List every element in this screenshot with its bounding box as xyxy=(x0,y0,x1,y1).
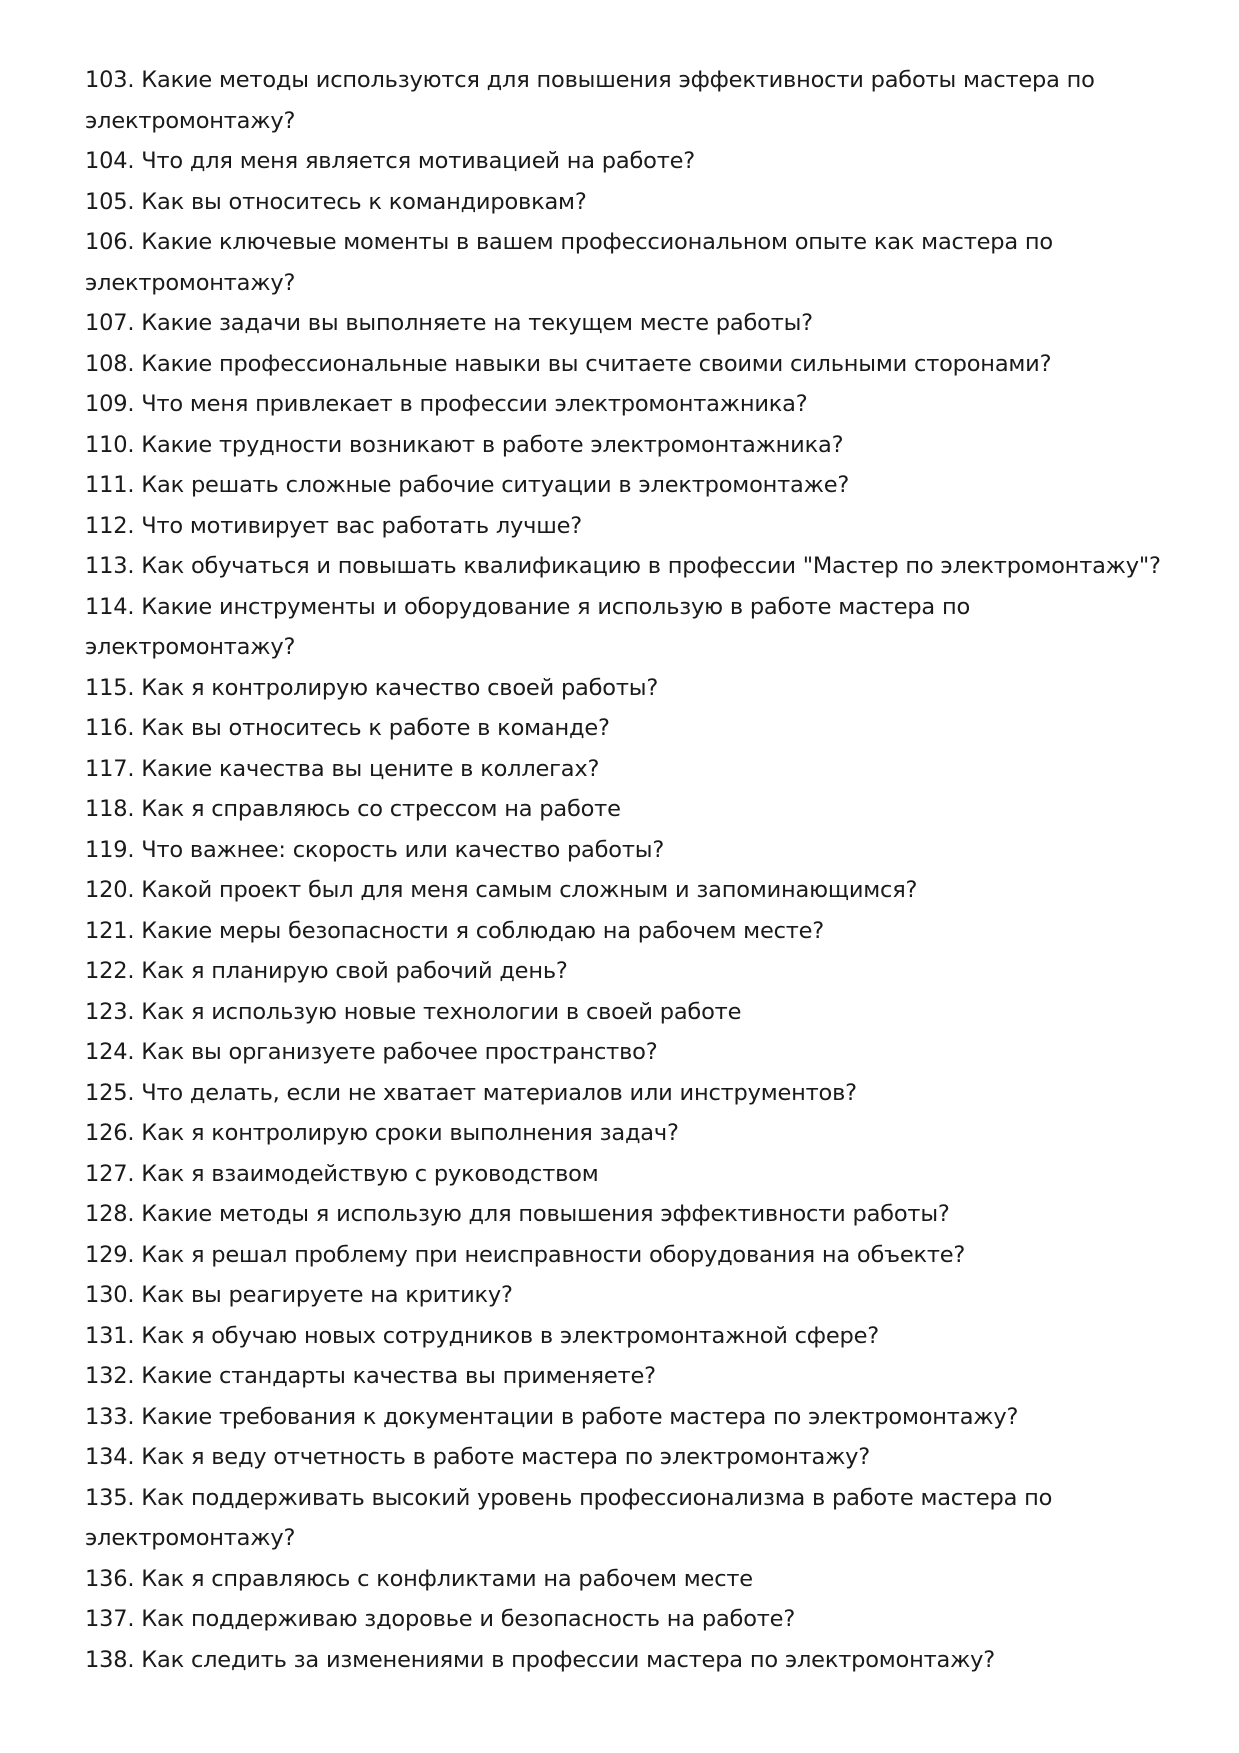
question-108: 108. Какие профессиональные навыки вы считаете своими сильными сторонами? xyxy=(85,350,1052,377)
question-134: 134. Как я веду отчетность в работе мастера по электромонтажу? xyxy=(85,1444,870,1470)
question-125: 125. Что делать, если не хватает материалов или инструментов? xyxy=(85,1079,857,1106)
question-106: 106. Какие ключевые моменты в вашем профессиональном опыте как мастера по электромонтажу? xyxy=(85,229,1053,296)
question-110: 110. Какие трудности возникают в работе электромонтажника? xyxy=(85,431,844,458)
question-116: 116. Как вы относитесь к работе в команде? xyxy=(85,715,610,741)
question-list xyxy=(85,60,1165,1680)
question-111: 111. Как решать сложные рабочие ситуации в электромонтаже? xyxy=(85,472,850,498)
question-132: 132. Какие стандарты качества вы применяете? xyxy=(85,1363,656,1389)
question-107: 107. Какие задачи вы выполняете на текущем месте работы? xyxy=(85,310,813,336)
question-109: 109. Что меня привлекает в профессии электромонтажника? xyxy=(85,391,808,417)
question-114: 114. Какие инструменты и оборудование я использую в работе мастера по электромонтажу? xyxy=(85,593,971,660)
question-103: 103. Какие методы используются для повышения эффективности работы мастера по электромонтажу? xyxy=(85,67,1095,134)
question-130: 130. Как вы реагируете на критику? xyxy=(85,1282,513,1308)
question-133: 133. Какие требования к документации в работе мастера по электромонтажу? xyxy=(85,1403,1019,1430)
question-123: 123. Как я использую новые технологии в своей работе xyxy=(85,998,742,1025)
question-117: 117. Какие качества вы цените в коллегах? xyxy=(85,755,600,782)
question-118: 118. Как я справляюсь со стрессом на работе xyxy=(85,796,621,822)
question-112: 112. Что мотивирует вас работать лучше? xyxy=(85,512,583,539)
question-122: 122. Как я планирую свой рабочий день? xyxy=(85,958,568,984)
question-136: 136. Как я справляюсь с конфликтами на рабочем месте xyxy=(85,1565,753,1592)
question-138: 138. Как следить за изменениями в профессии мастера по электромонтажу? xyxy=(85,1646,996,1673)
question-131: 131. Как я обучаю новых сотрудников в электромонтажной сфере? xyxy=(85,1322,879,1349)
question-129: 129. Как я решал проблему при неисправности оборудования на объекте? xyxy=(85,1241,966,1268)
question-127: 127. Как я взаимодействую с руководством xyxy=(85,1160,599,1187)
question-126: 126. Как я контролирую сроки выполнения задач? xyxy=(85,1120,679,1146)
question-128: 128. Какие методы я использую для повышения эффективности работы? xyxy=(85,1201,950,1227)
question-124: 124. Как вы организуете рабочее пространство? xyxy=(85,1039,658,1065)
question-115: 115. Как я контролирую качество своей работы? xyxy=(85,674,659,701)
question-135: 135. Как поддерживать высокий уровень профессионализма в работе мастера по электромонтажу? xyxy=(85,1484,1053,1551)
question-137: 137. Как поддерживаю здоровье и безопасность на работе? xyxy=(85,1606,796,1632)
question-120: 120. Какой проект был для меня самым сложным и запоминающимся? xyxy=(85,877,918,903)
question-121: 121. Какие меры безопасности я соблюдаю на рабочем месте? xyxy=(85,917,825,944)
question-113: 113. Как обучаться и повышать квалификацию в профессии "Мастер по электромонтажу"? xyxy=(85,553,1161,579)
question-119: 119. Что важнее: скорость или качество работы? xyxy=(85,836,665,863)
question-105: 105. Как вы относитесь к командировкам? xyxy=(85,188,587,215)
question-104: 104. Что для меня является мотивацией на работе? xyxy=(85,148,695,174)
